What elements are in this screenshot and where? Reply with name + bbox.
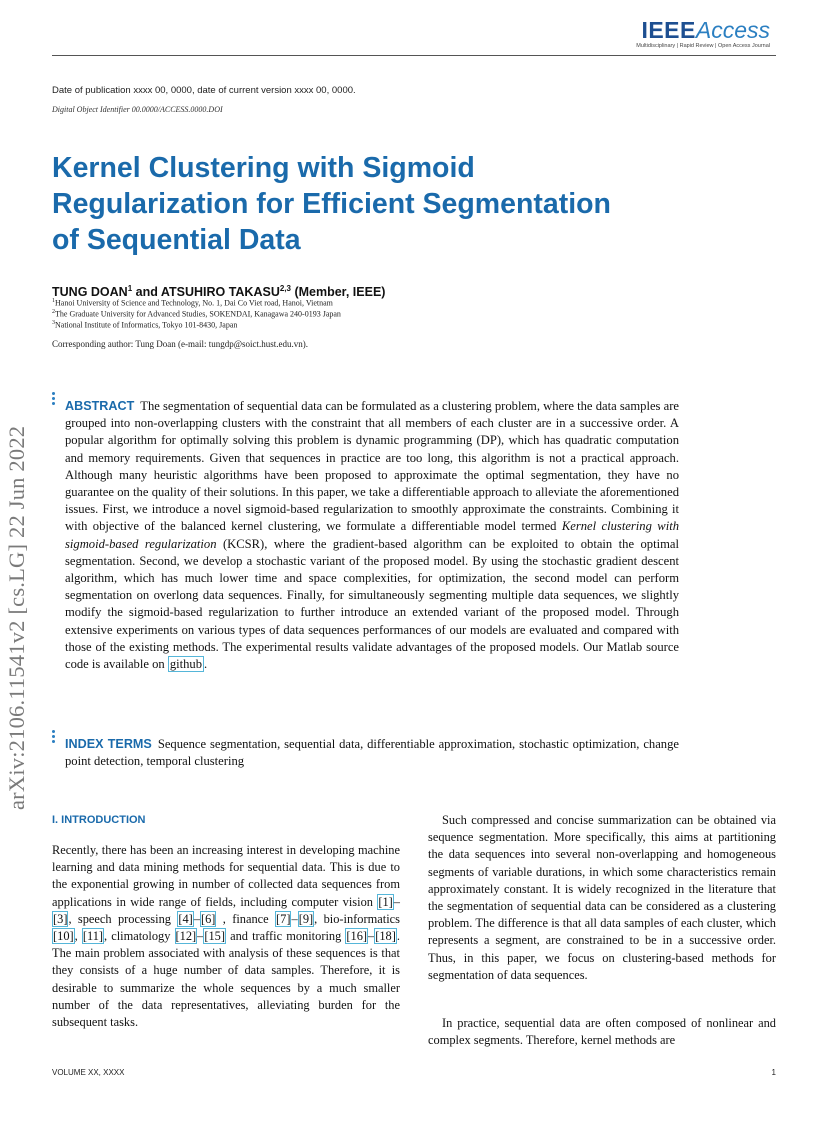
citation-link[interactable]: [10] xyxy=(53,929,74,944)
citation-range-dash: – xyxy=(193,911,200,926)
affiliation-1-text: Hanoi University of Science and Technology, No. 1, Dai Co Viet road, Hanoi, Vietnam xyxy=(55,298,333,308)
corresponding-author: Corresponding author: Tung Doan (e-mail: tungdp@soict.hust.edu.vn). xyxy=(52,339,309,349)
author-2-name: ATSUHIRO TAKASU xyxy=(160,285,280,300)
arxiv-side-stamp: arXiv:2106.11541v2 [cs.LG] 22 Jun 2022 xyxy=(4,425,29,810)
abstract-label: ABSTRACT xyxy=(65,399,135,413)
affiliation-1-marker: 1 xyxy=(52,298,55,304)
citation-link[interactable]: [18] xyxy=(375,929,396,944)
citation-link[interactable]: [16] xyxy=(346,929,368,944)
index-terms-dots-icon xyxy=(52,730,56,745)
header-divider xyxy=(52,55,776,56)
affiliation-1 xyxy=(52,298,333,308)
index-terms-label: INDEX TERMS xyxy=(65,737,152,751)
abstract-text-2: (KCSR), where the gradient-based algorithm can be exploited to obtain the optimal segmentation. Second, we develop a stochastic variant of the proposed model. By using the stochastic gradient descent algorithm, which has much lower time and space complexities, for optimization, the second model can perform segmentation on overlong data sequences. Finally, for simultaneously segmenting multiple data sequences, we slightly modify the sigmoid-based regularization to further introduce an extended variant of the proposed model. Through extensive experiments on various types of data sequences performances of our models are evaluated and compared with those of the existing methods. The experimental results validate advantages of the proposed models. Our Matlab source code is available on xyxy=(65,536,679,672)
publication-date: Date of publication xxxx 00, 0000, date of current version xxxx 00, 0000. xyxy=(52,85,356,96)
ieee-access-logo xyxy=(636,18,770,49)
doi-line: Digital Object Identifier 00.0000/ACCESS.0000.DOI xyxy=(52,105,223,114)
intro-text: , bio-informatics xyxy=(314,911,400,926)
affiliation-2 xyxy=(52,309,341,319)
affiliation-2-text: The Graduate University for Advanced Studies, SOKENDAI, Kanagawa 240-0193 Japan xyxy=(55,309,341,319)
affiliation-3-text: National Institute of Informatics, Tokyo 101-8430, Japan xyxy=(55,320,238,330)
citation-link[interactable]: [9] xyxy=(298,911,314,926)
citation-link[interactable]: [1] xyxy=(378,894,393,909)
logo-access-text: Access xyxy=(695,17,770,43)
footer-volume: VOLUME XX, XXXX xyxy=(52,1068,125,1077)
intro-right-column xyxy=(428,812,776,984)
section-heading-introduction: I. INTRODUCTION xyxy=(52,814,146,826)
intro-text: , climatology xyxy=(104,929,175,944)
abstract-dots-icon xyxy=(52,392,56,407)
intro-text: , speech processing xyxy=(68,911,178,926)
author-1-affil-marker: 1 xyxy=(127,284,133,293)
intro-text: , finance xyxy=(216,911,276,926)
footer-page-number: 1 xyxy=(771,1068,776,1077)
citation-link[interactable]: [12] xyxy=(175,929,197,944)
abstract-end: . xyxy=(204,657,208,672)
citation-range-dash: – xyxy=(291,911,298,926)
citation-range-dash: – xyxy=(368,929,375,944)
citation-link[interactable]: [11] xyxy=(82,929,104,944)
author-2-suffix: (Member, IEEE) xyxy=(290,285,386,300)
author-2-affil-marker: 2,3 xyxy=(279,284,291,293)
intro-text: Recently, there has been an increasing interest in developing machine learning and data mining methods for sequential data. This is due to the exponential growing in number of collected data sequences from applications in wide range of fields, including computer vision xyxy=(52,843,400,909)
citation-link[interactable]: [7] xyxy=(276,911,291,926)
affiliation-3-marker: 3 xyxy=(52,320,55,326)
author-and: and xyxy=(132,285,161,300)
citation-range-dash: – xyxy=(197,929,204,944)
github-link[interactable]: github xyxy=(169,657,202,672)
intro-text: . The main problem associated with analysis of these sequences is that they consists of a huge number of data samples. Therefore, it is desirable to summarize the whole sequences by a much smaller number of the data representatives, alleviating burden for the subsequent tasks. xyxy=(52,929,400,1030)
index-terms-block xyxy=(65,736,679,770)
citation-link[interactable]: [3] xyxy=(53,911,68,926)
citation-separator: , xyxy=(74,929,82,944)
affiliation-3 xyxy=(52,320,237,330)
affiliation-2-marker: 2 xyxy=(52,309,55,315)
citation-link[interactable]: [4] xyxy=(178,911,193,926)
paper-title: Kernel Clustering with Sigmoid Regularization for Efficient Segmentation of Sequential Data xyxy=(52,152,611,256)
citation-link[interactable]: [6] xyxy=(200,911,216,926)
author-1-name: TUNG DOAN xyxy=(52,285,128,300)
intro-right-column-continued xyxy=(428,1015,776,1049)
intro-text: and traffic monitoring xyxy=(226,929,346,944)
citation-link[interactable]: [15] xyxy=(204,929,226,944)
intro-paragraph-2: Such compressed and concise summarization can be obtained via sequence segmentation. More specifically, this aims at partitioning the data sequences into several non-overlapping and homogeneous segments of variable durations, in which some characteristics remain approximately constant. It is widely recognized in the literature that the segmentation of sequential data can be considered as a clustering problem. The difference is that all data samples of each cluster, which represents a segment, are constrained to be in a successive order. Thus, in this paper, we focus on clustering-based methods for segmentation of data sequences. xyxy=(428,813,776,982)
abstract-model-name: Kernel clustering with sigmoid-based regularization xyxy=(65,519,679,551)
citation-range-dash: – xyxy=(393,894,400,909)
intro-paragraph-3: In practice, sequential data are often composed of nonlinear and complex segments. Therefore, kernel methods are xyxy=(428,1016,776,1048)
logo-ieee-text: IEEE xyxy=(641,17,696,43)
intro-paragraph-1 xyxy=(52,842,400,1031)
abstract-text-1: The segmentation of sequential data can be formulated as a clustering problem, where the data samples are grouped into non-overlapping clusters with the constraint that all members of each cluster are in a successive order. A popular algorithm for optimally solving this problem is dynamic programming (DP), which has quadratic computation and memory requirements. Given that sequences in practice are too long, this algorithm is not a practical approach. Although many heuristic algorithms have been proposed to approximate the optimal segmentation, they have no guarantee on the quality of their solutions. In this paper, we take a differentiable approach to alleviate the aforementioned issues. First, we introduce a novel sigmoid-based regularization to smoothly approximate the constraints. Combining it with objective of the balanced kernel clustering, we formulate a differentiable model termed xyxy=(65,399,679,534)
logo-tagline: Multidisciplinary | Rapid Review | Open Access Journal xyxy=(636,43,770,49)
intro-left-column xyxy=(52,842,400,1031)
abstract-block xyxy=(65,398,679,673)
author-line xyxy=(52,284,385,299)
index-terms-text: Sequence segmentation, sequential data, differentiable approximation, stochastic optimization, change point detection, temporal clustering xyxy=(65,737,679,769)
